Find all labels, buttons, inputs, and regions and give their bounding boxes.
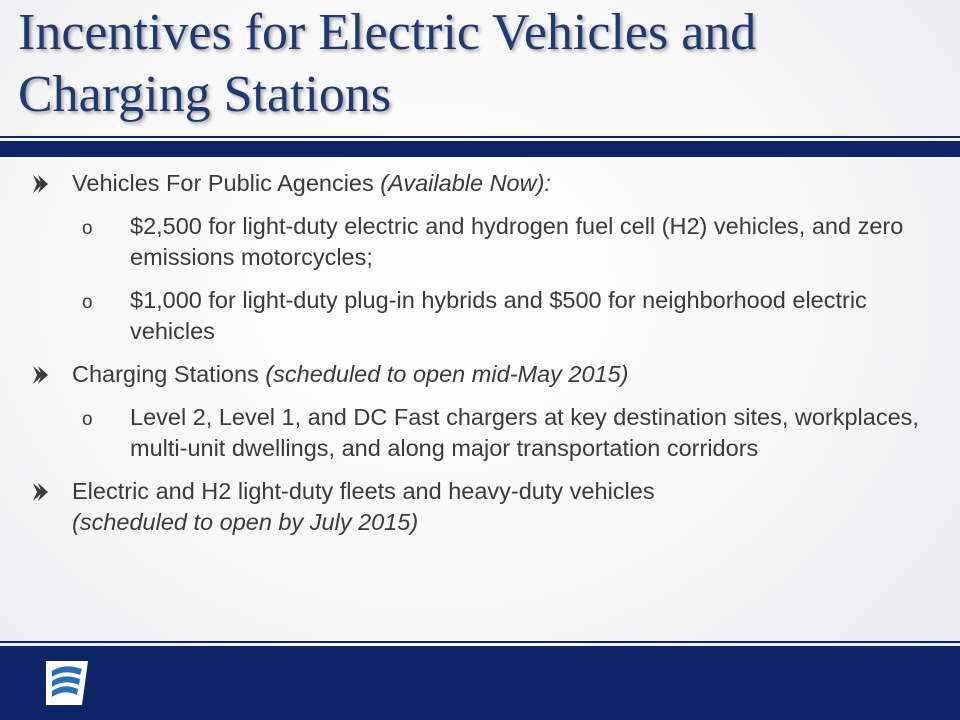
sub-bullet-glyph: o [82,218,93,239]
bullet-list [28,168,938,550]
bullet-text: Vehicles For Public Agencies [72,170,381,196]
footer-divider-thin [0,641,960,643]
arrow-bullet-icon [30,481,52,503]
sub-bullet-text: $2,500 for light-duty electric and hydrogen fuel cell (H2) vehicles, and zero emissions motorcycles; [130,213,904,270]
bullet-note: (scheduled to open mid-May 2015) [265,361,629,387]
arrow-bullet-icon [30,364,52,386]
sub-bullet-text: $1,000 for light-duty plug-in hybrids and $500 for neighborhood electric vehicles [130,287,867,344]
title-line-2: Charging Stations [18,66,392,123]
bullet-text: Charging Stations [72,361,266,387]
slide-title [18,2,948,126]
sub-bullet-text: Level 2, Level 1, and DC Fast chargers at key destination sites, workplaces, multi-unit dwellings, and along major transportation corridors [130,404,919,461]
bullet-item [28,168,938,199]
bullet-item [28,359,938,390]
footer-bar [0,646,960,720]
bullet-item [28,476,938,538]
sub-bullet-item [28,402,938,464]
title-line-1: Incentives for Electric Vehicles and [18,4,757,61]
sub-bullet-glyph: o [82,292,93,313]
bullet-note: (Available Now): [380,170,551,196]
sub-bullet-item [28,285,938,347]
bullet-text: Electric and H2 light-duty fleets and heavy-duty vehicles [72,478,655,504]
sub-bullet-glyph: o [82,409,93,430]
header-divider-bar [0,141,960,157]
arrow-bullet-icon [30,173,52,195]
sub-bullet-item [28,211,938,273]
header-divider-thin [0,136,960,138]
bullet-note: (scheduled to open by July 2015) [72,509,419,535]
agency-logo-icon [42,657,94,709]
